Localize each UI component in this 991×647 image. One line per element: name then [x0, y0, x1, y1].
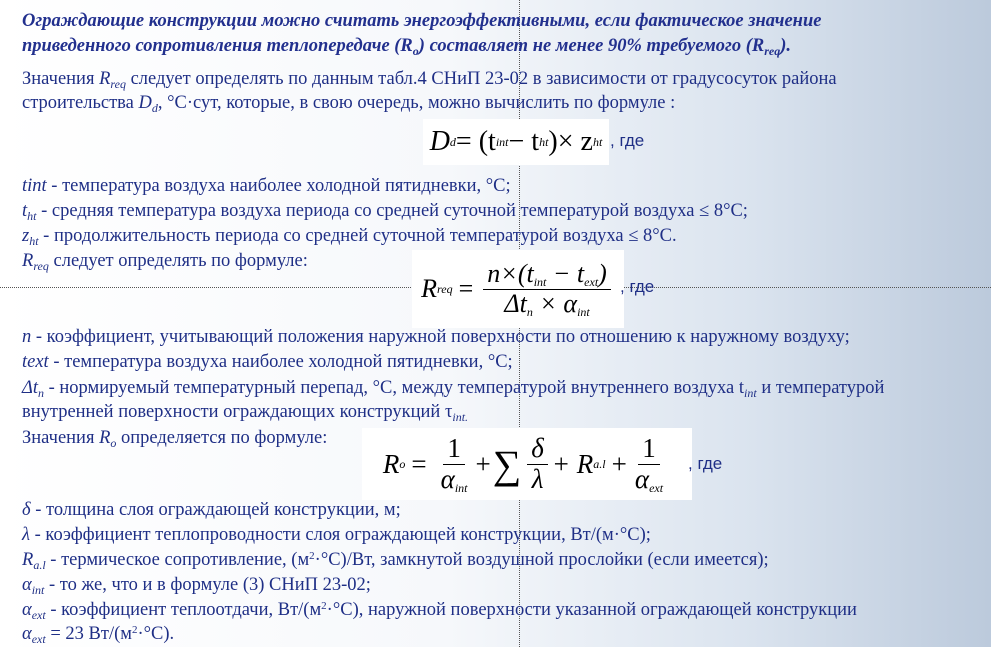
formula-3-suffix: , где	[688, 454, 723, 473]
def-text: text - температура воздуха наиболее холодной пятидневки, °С;	[22, 352, 513, 372]
heading-line-2: приведенного сопротивления теплопередаче $(R_o)$ составляет не менее 90% требуемого $(R_{req})$.	[22, 36, 792, 58]
def-tint: tint - температура воздуха наиболее холодной пятидневки, °С;	[22, 176, 511, 196]
intro-line-1: Значения $R_{req}$ следует определять по данным табл.4 СНиП 23-02 в зависимости от градусосуток района	[22, 69, 837, 91]
def-n: n - коэффициент, учитывающий положения наружной поверхности по отношению к наружному воздуху;	[22, 327, 850, 347]
def-delta-tn: $\Delta t_n$ - нормируемый температурный перепад, °С, между температурой внутреннего воздуха $t_{int}$ и температурой	[22, 378, 885, 400]
def-tht: $t_{ht}$ - средняя температура воздуха периода со средней суточной температурой воздуха ≤ 8°С;	[22, 201, 748, 223]
def-delta-tn-wrap: внутренней поверхности ограждающих конструкций $\tau_{int.}$	[22, 402, 469, 424]
def-rreq: $R_{req}$ следует определять по формуле:	[22, 251, 308, 273]
def-alpha-int: $\alpha_{int}$ - то же, что и в формуле (3) СНиП 23-02;	[22, 575, 371, 597]
formula-rreq-fraction: $\frac{n\times(t_{int} - t_{ext})}{\Delta t_n \times \alpha_{int}}$	[483, 260, 611, 318]
def-ro-intro: Значения $R_o$ определяется по формуле:	[22, 428, 328, 450]
def-alpha-ext-value: $\alpha_{ext} = 23$ $Вт/(м^2\cdot^\circ С)$.	[22, 624, 175, 646]
formula-2-suffix: , где	[620, 277, 655, 296]
def-delta: δ - толщина слоя ограждающей конструкции, м;	[22, 500, 401, 520]
def-lambda: λ - коэффициент теплопроводности слоя ограждающей конструкции, Вт/(м·°С);	[22, 525, 651, 545]
formula-rreq: R req = $\frac{n\times(t_{int} - t_{ext})}{\Delta t_n \times \alpha_{int}}$	[412, 250, 624, 328]
formula-ro: R o = $\frac{1}{\alpha_{int}}$ + ∑ $\frac{\delta}{\lambda}$ + R a.l + $\frac{1}{\alpha_{ext}}$	[362, 428, 692, 500]
def-zht: $z_{ht}$ - продолжительность периода со средней суточной температурой воздуха ≤ 8°С.	[22, 226, 677, 248]
formula-degree-days: D d = (t int − t ht )× z ht	[423, 119, 609, 165]
def-ral: $R_{a.l}$ - термическое сопротивление, $(м^2\cdot^\circ С)/Вт$, замкнутой воздушной прослойки (если имеется);	[22, 550, 769, 572]
heading-line-1: Ограждающие конструкции можно считать энергоэффективными, если фактическое значение	[22, 11, 822, 31]
def-alpha-ext: $\alpha_{ext}$ - коэффициент теплоотдачи, $Вт/(м^2\cdot^\circ С)$, наружной поверхности указанной ограждающей конструкции	[22, 600, 857, 622]
formula-1-suffix: , где	[610, 131, 645, 150]
intro-line-2: строительства $D_d$, °С·сут, которые, в свою очередь, можно вычислить по формуле :	[22, 93, 676, 115]
